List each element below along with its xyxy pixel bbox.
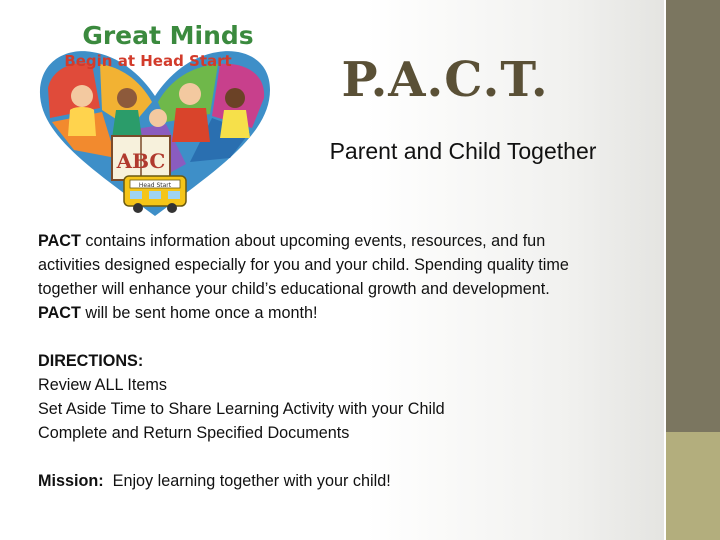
direction-item: Review ALL Items <box>38 376 167 394</box>
side-accent-bar-dark <box>666 0 720 432</box>
logo-tagline: Begin at Head Start <box>64 52 232 70</box>
mission-block <box>38 469 658 493</box>
page-title: P.A.C.T. <box>341 52 549 108</box>
body-content <box>38 229 658 517</box>
logo-title: Great Minds <box>82 21 254 50</box>
intro-line-1 <box>38 229 658 253</box>
child-face <box>225 88 245 108</box>
parent-face <box>179 83 201 105</box>
directions-heading: DIRECTIONS: <box>38 352 144 370</box>
child-face <box>149 109 167 127</box>
mission-label: Mission: <box>38 472 104 490</box>
intro-paragraph <box>38 229 658 325</box>
child-face <box>117 88 137 108</box>
direction-item: Complete and Return Specified Documents <box>38 424 350 442</box>
intro-line-4 <box>38 301 658 325</box>
intro-text-4: will be sent home once a month! <box>80 304 318 322</box>
bus-sign: Head Start <box>138 182 172 189</box>
mission-text: Enjoy learning together with your child! <box>103 472 391 490</box>
book-letters: ABC <box>116 149 166 173</box>
intro-line-3: together will enhance your child’s educational growth and development. <box>38 280 550 298</box>
mission-line <box>38 469 658 493</box>
intro-line-2: activities designed especially for you and your child. Spending quality time <box>38 256 569 274</box>
pact-lead-2: PACT <box>38 304 81 322</box>
pact-lead: PACT <box>38 232 81 250</box>
child-face <box>71 85 93 107</box>
child-body <box>112 110 142 138</box>
intro-text-1: contains information about upcoming events, resources, and fun <box>80 232 546 250</box>
child-body <box>220 110 250 138</box>
side-accent-bar-light <box>666 432 720 540</box>
page-subtitle: Parent and Child Together <box>329 138 597 164</box>
direction-item: Set Aside Time to Share Learning Activity with your Child <box>38 400 445 418</box>
head-start-logo <box>30 18 280 223</box>
child-body <box>68 107 96 136</box>
parent-body <box>172 108 210 142</box>
directions-block <box>38 349 658 445</box>
